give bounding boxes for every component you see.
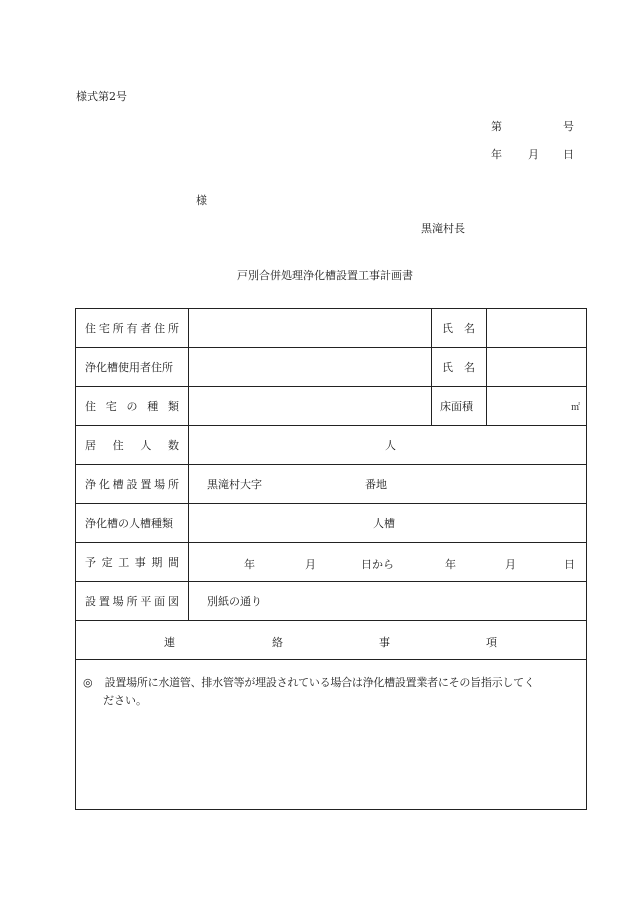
period-start-month: 月 — [305, 558, 316, 571]
house-type-label: 住 宅 の 種 類 — [76, 387, 189, 426]
row-residents — [76, 426, 587, 465]
owner-address-label: 住 宅 所 有 者 住 所 — [76, 309, 189, 348]
contact-header: 連 絡 事 項 — [76, 621, 587, 660]
date-day: 日 — [563, 148, 574, 161]
document-title: 戸別合併処理浄化槽設置工事計画書 — [237, 269, 413, 282]
note-line1: 設置場所に水道管、排水管等が埋設されている場合は浄化槽設置業者にその旨指示してく — [104, 676, 535, 689]
period-field[interactable] — [189, 543, 587, 582]
owner-name-label: 氏 名 — [432, 309, 487, 348]
floor-area-label: 床面積 — [432, 387, 487, 426]
note-line2: ださい。 — [103, 694, 147, 707]
period-start-day: 日から — [361, 558, 394, 571]
location-lot: 番地 — [365, 478, 387, 491]
user-name-label: 氏 名 — [432, 348, 487, 387]
owner-name-field[interactable] — [487, 309, 587, 348]
number-suffix: 号 — [563, 120, 574, 133]
user-name-field[interactable] — [487, 348, 587, 387]
row-house — [76, 387, 587, 426]
capacity-unit: 人槽 — [373, 517, 395, 530]
residents-label: 居 住 人 数 — [76, 426, 189, 465]
number-prefix: 第 — [491, 120, 502, 133]
row-user — [76, 348, 587, 387]
row-owner — [76, 309, 587, 348]
row-contact-notes — [76, 660, 587, 810]
residents-unit: 人 — [385, 439, 396, 452]
row-period — [76, 543, 587, 582]
site-plan-field[interactable] — [189, 582, 587, 621]
site-plan-value: 別紙の通り — [207, 595, 262, 608]
owner-address-field[interactable] — [189, 309, 432, 348]
row-location — [76, 465, 587, 504]
floor-area-unit: ㎡ — [570, 402, 580, 413]
residents-field[interactable] — [189, 426, 587, 465]
period-end-month: 月 — [505, 558, 516, 571]
capacity-label: 浄化槽の人槽種類 — [76, 504, 189, 543]
period-end-day: 日 — [564, 558, 575, 571]
plan-form-table — [75, 308, 587, 810]
period-label: 予 定 工 事 期 間 — [76, 543, 189, 582]
floor-area-field[interactable] — [487, 387, 587, 426]
addressee-suffix: 様 — [196, 194, 207, 207]
contact-notes[interactable] — [76, 660, 587, 810]
note-mark: ◎ — [83, 676, 93, 689]
site-plan-label: 設 置 場 所 平 面 図 — [76, 582, 189, 621]
row-capacity — [76, 504, 587, 543]
location-label: 浄 化 槽 設 置 場 所 — [76, 465, 189, 504]
date-month: 月 — [528, 148, 539, 161]
issuer: 黒滝村長 — [421, 222, 465, 235]
user-address-field[interactable] — [189, 348, 432, 387]
user-address-label: 浄化槽使用者住所 — [76, 348, 189, 387]
row-contact-header — [76, 621, 587, 660]
location-field[interactable] — [189, 465, 587, 504]
period-start-year: 年 — [244, 558, 255, 571]
date-year: 年 — [491, 148, 502, 161]
house-type-field[interactable] — [189, 387, 432, 426]
capacity-field[interactable] — [189, 504, 587, 543]
period-end-year: 年 — [445, 558, 456, 571]
form-number: 様式第2号 — [76, 90, 127, 103]
row-plan — [76, 582, 587, 621]
location-village: 黒滝村大字 — [207, 478, 262, 491]
